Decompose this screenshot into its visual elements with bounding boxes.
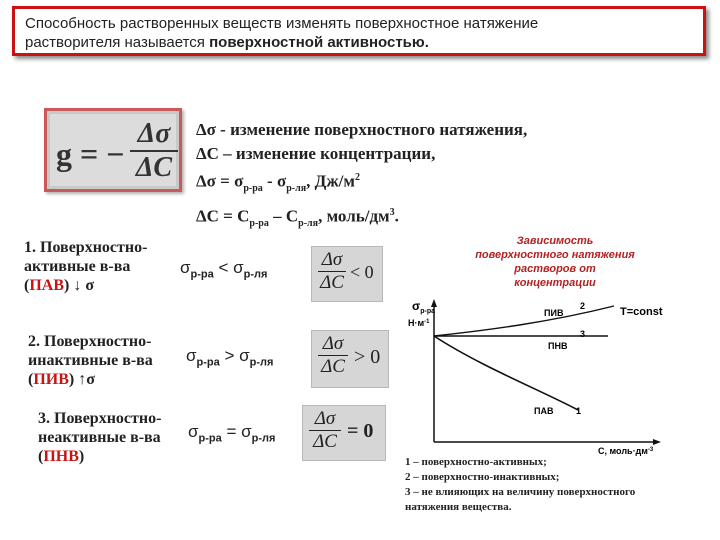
graph-title-l4: концентрации — [514, 277, 596, 289]
formula-box — [44, 108, 182, 192]
class-1-relation — [180, 258, 267, 280]
class-2-rel-right-sub: р-ля — [249, 356, 274, 369]
def4-a: ΔC = C — [196, 206, 250, 226]
curve-piv-number: 2 — [580, 301, 586, 311]
y-label: $\sigma_{р-ра}$ — [412, 299, 435, 315]
class-2-rel-left-sub: р-ра — [196, 356, 220, 369]
class-2-relation — [186, 346, 273, 368]
class-1-fraction — [318, 249, 346, 294]
formula-lhs: g = − — [56, 136, 125, 172]
class-1-line1: 1. Поверхностно- — [24, 239, 148, 256]
class-2-abbr-line: (ПИВ) ↑σ — [28, 371, 95, 388]
y-unit: $Н\cdot м^{-1}$ — [408, 318, 430, 328]
class-2-derivative-box — [311, 330, 389, 388]
x-label: С, $моль\cdot дм^{-3}$ — [598, 446, 654, 456]
curve-piv-label: ПИВ — [544, 308, 564, 318]
class-1-frac-num: Δσ — [321, 249, 343, 270]
curve-pav-number: 1 — [576, 406, 582, 416]
class-2-frac-den: ΔC — [321, 356, 345, 377]
def4-c: , моль/дм — [318, 206, 390, 226]
class-1-rel-right: σ — [233, 258, 244, 277]
class-2-frac-num: Δσ — [322, 333, 344, 354]
class-2-line2: инактивные в-ва — [28, 352, 153, 369]
class-1-rel-left-sub: р-ра — [190, 268, 214, 281]
def3-sub2: р-ля — [286, 183, 307, 195]
def3-sub1: р-ра — [243, 183, 263, 195]
formula-numerator: Δσ — [137, 118, 171, 149]
def4-end: . — [394, 206, 399, 226]
definition-line-1: Способность растворенных веществ изменять поверхностное натяжение — [25, 15, 539, 32]
def-delta-c-formula — [196, 201, 527, 236]
formula-denominator: ΔC — [135, 152, 173, 183]
curve-pav-label: ПАВ — [534, 406, 554, 416]
def4-sub2: р-ля — [298, 218, 319, 230]
curve-piv — [434, 306, 614, 336]
legend-item-4: натяжения вещества. — [405, 501, 512, 513]
class-1-abbr: ПАВ — [29, 277, 64, 294]
def4-sup: 3 — [389, 207, 395, 219]
class-2-rel-left: σ — [186, 346, 197, 365]
class-2-arrow: ↑σ — [78, 371, 95, 388]
class-3-rhs: = 0 — [347, 420, 374, 442]
def3-sup: 2 — [354, 172, 360, 183]
class-1-line2: активные в-ва — [24, 258, 131, 275]
x-axis-arrow — [653, 439, 661, 445]
definition-line-2 — [25, 33, 693, 52]
class-1-abbr-line: (ПАВ) ↓ σ — [24, 277, 95, 294]
class-2-fraction — [318, 333, 348, 378]
class-2-label — [28, 332, 153, 389]
class-2-rhs: > 0 — [354, 346, 381, 368]
class-1-rel-right-sub: р-ля — [243, 268, 268, 281]
graph-title-l1: Зависимость — [516, 235, 594, 247]
class-3-label — [38, 409, 161, 466]
class-3-rel-op: = — [221, 422, 242, 441]
graph-title-l2: поверхностного натяжения — [475, 249, 635, 261]
class-3-line2: неактивные в-ва — [38, 429, 161, 446]
class-1-frac-den: ΔC — [320, 272, 344, 293]
def3-b: - σ — [262, 171, 287, 191]
definition-box — [12, 6, 706, 56]
class-1-derivative-box — [311, 246, 383, 302]
surface-tension-graph — [400, 296, 712, 456]
def3-c: , Дж/м — [306, 171, 355, 191]
class-3-relation — [188, 422, 275, 444]
class-3-derivative-box — [302, 405, 386, 461]
legend-item-1: 1 – поверхностно-активных; — [405, 456, 547, 468]
class-3-rel-right-sub: р-ля — [251, 432, 276, 445]
temperature-label: T=const — [620, 306, 663, 318]
curve-pnv-number: 3 — [580, 329, 586, 339]
class-3-frac-den: ΔC — [313, 431, 337, 452]
class-3-rel-left-sub: р-ра — [198, 432, 222, 445]
def4-b: – C — [268, 206, 299, 226]
graph-title-l3: растворов от — [514, 263, 596, 275]
y-axis-arrow — [431, 299, 437, 307]
class-3-fraction — [309, 408, 341, 453]
def4-sub1: р-ра — [249, 218, 269, 230]
class-3-rel-right: σ — [241, 422, 252, 441]
class-1-label — [24, 238, 147, 295]
class-1-arrow: ↓ σ — [73, 277, 95, 294]
class-2-line1: 2. Поверхностно- — [28, 333, 152, 350]
definition-term: поверхностной активностью. — [209, 34, 429, 51]
definition-line-2-text: растворителя называется — [25, 34, 210, 51]
curve-pnv-label: ПНВ — [548, 341, 568, 351]
class-3-abbr: ПНВ — [43, 448, 79, 465]
legend-item-3: 3 – не влияющих на величину поверхностного — [405, 486, 636, 498]
class-1-rel-left: σ — [180, 258, 191, 277]
class-2-abbr: ПИВ — [33, 371, 69, 388]
legend-item-2: 2 – поверхностно-инактивных; — [405, 471, 560, 483]
def-delta-sigma: Δσ - изменение поверхностного натяжения, — [196, 120, 528, 139]
class-1-rhs: < 0 — [350, 262, 374, 282]
def-delta-sigma-formula — [196, 166, 527, 201]
formula-inner — [50, 114, 176, 186]
class-2-rel-op: > — [219, 346, 240, 365]
class-3-frac-num: Δσ — [314, 408, 336, 429]
class-3-abbr-line: (ПНВ) — [38, 448, 85, 465]
graph-legend — [405, 455, 635, 515]
class-3-rel-left: σ — [188, 422, 199, 441]
class-2-rel-right: σ — [239, 346, 250, 365]
formula-fraction — [130, 118, 178, 184]
class-1-rel-op: < — [213, 258, 234, 277]
definitions-list — [196, 118, 527, 236]
graph-title — [440, 234, 670, 290]
def-delta-c: ΔC – изменение концентрации, — [196, 144, 436, 163]
class-3-line1: 3. Поверхностно- — [38, 410, 162, 427]
def3-a: Δσ = σ — [196, 171, 244, 191]
